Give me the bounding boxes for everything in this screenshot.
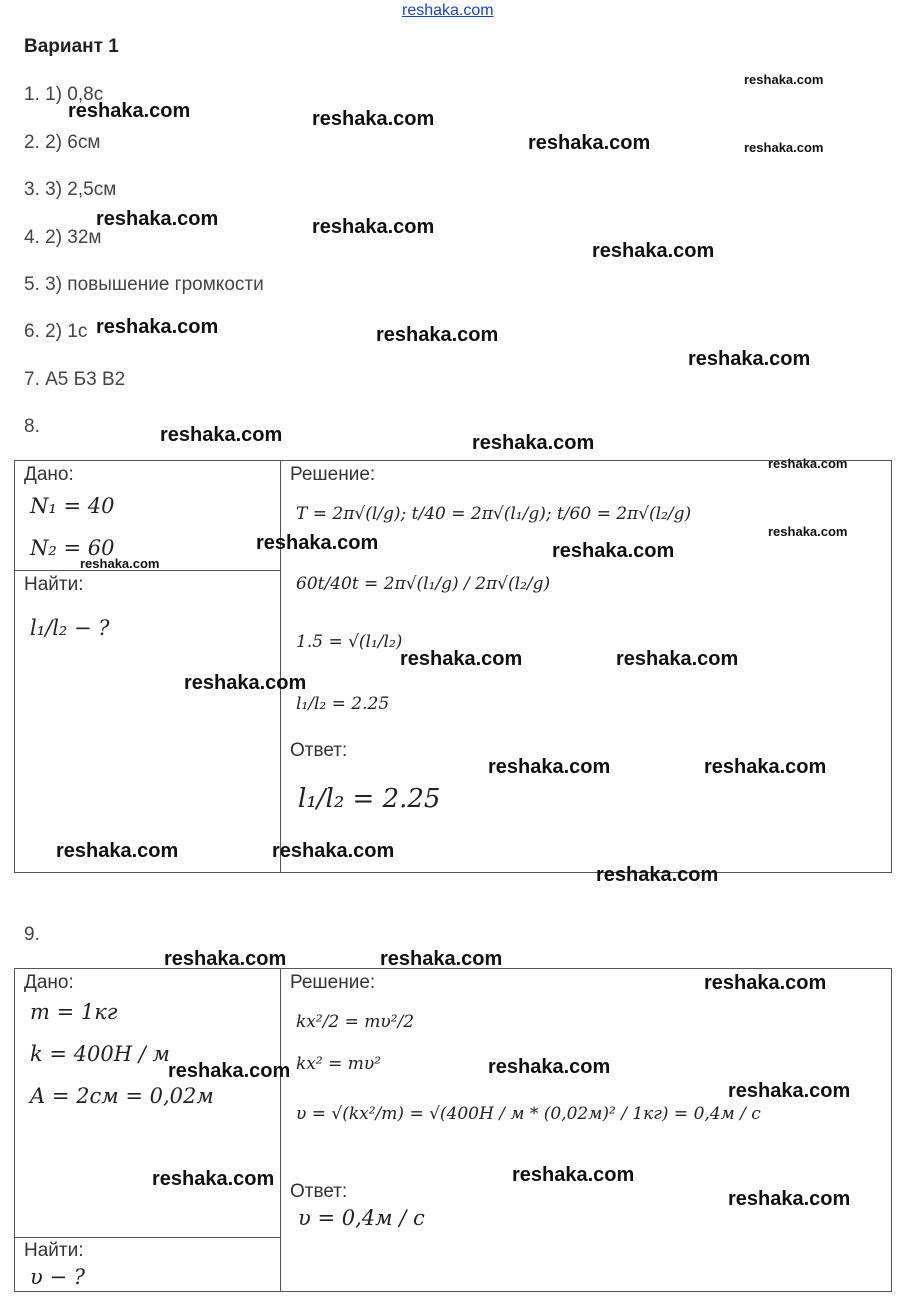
- answer-item: 6. 2) 1с: [24, 321, 88, 342]
- watermark: reshaka.com: [160, 424, 283, 446]
- task9-table: [14, 968, 892, 1292]
- task9-given-label: Дано:: [24, 972, 74, 993]
- watermark: reshaka.com: [596, 864, 719, 886]
- task8-solution-label: Решение:: [290, 464, 376, 485]
- task9-number: 9.: [24, 924, 40, 945]
- answer-item: 2. 2) 6см: [24, 132, 101, 153]
- watermark: reshaka.com: [400, 648, 523, 670]
- watermark: reshaka.com: [376, 324, 499, 346]
- watermark: reshaka.com: [488, 1056, 611, 1078]
- answer-item: 5. 3) повышение громкости: [24, 274, 264, 295]
- task9-given-k: k = 400Н / м: [30, 1042, 170, 1066]
- watermark: reshaka.com: [168, 1060, 291, 1082]
- watermark: reshaka.com: [96, 316, 219, 338]
- watermark: reshaka.com: [272, 840, 395, 862]
- task9-step3: υ = √(kx²/m) = √(400Н / м * (0,02м)² / 1кг) = 0,4м / с: [296, 1104, 761, 1124]
- answer-item: 1. 1) 0,8с: [24, 84, 104, 105]
- watermark: reshaka.com: [592, 240, 715, 262]
- answer-item: 4. 2) 32м: [24, 227, 102, 248]
- watermark: reshaka.com: [488, 756, 611, 778]
- task8-divider: [280, 460, 281, 872]
- watermark: reshaka.com: [688, 348, 811, 370]
- page-title: Вариант 1: [24, 36, 119, 57]
- task9-divider: [280, 968, 281, 1291]
- task9-find: υ − ?: [30, 1265, 85, 1289]
- watermark: reshaka.com: [256, 532, 379, 554]
- task8-step3: 1.5 = √(l₁/l₂): [296, 632, 403, 652]
- watermark: reshaka.com: [56, 840, 179, 862]
- watermark: reshaka.com: [312, 108, 435, 130]
- watermark: reshaka.com: [68, 100, 191, 122]
- watermark: reshaka.com: [528, 132, 651, 154]
- task8-find-label: Найти:: [24, 574, 84, 595]
- answer-item: 3. 3) 2,5см: [24, 179, 117, 200]
- watermark: reshaka.com: [472, 432, 595, 454]
- task8-given-n2: N₂ = 60: [30, 536, 115, 560]
- task9-solution-label: Решение:: [290, 972, 376, 993]
- watermark: reshaka.com: [744, 72, 824, 87]
- task8-step4: l₁/l₂ = 2.25: [296, 694, 390, 714]
- watermark: reshaka.com: [80, 556, 160, 571]
- task9-step1: kx²/2 = mυ²/2: [296, 1012, 415, 1032]
- watermark: reshaka.com: [744, 140, 824, 155]
- watermark: reshaka.com: [704, 972, 827, 994]
- task9-step2: kx² = mυ²: [296, 1054, 382, 1074]
- task8-answer: l₁/l₂ = 2.25: [298, 784, 441, 814]
- task8-answer-label: Ответ:: [290, 740, 348, 761]
- task9-answer-label: Ответ:: [290, 1181, 348, 1202]
- task9-find-label: Найти:: [24, 1240, 84, 1261]
- watermark: reshaka.com: [312, 216, 435, 238]
- watermark: reshaka.com: [152, 1168, 275, 1190]
- task8-given-label: Дано:: [24, 464, 74, 485]
- watermark: reshaka.com: [728, 1188, 851, 1210]
- task8-given-n1: N₁ = 40: [30, 494, 115, 518]
- watermark: reshaka.com: [380, 948, 503, 970]
- watermark: reshaka.com: [768, 524, 848, 539]
- watermark: reshaka.com: [164, 948, 287, 970]
- task8-number: 8.: [24, 416, 40, 437]
- watermark: reshaka.com: [96, 208, 219, 230]
- site-link[interactable]: reshaka.com: [402, 2, 494, 19]
- watermark: reshaka.com: [512, 1164, 635, 1186]
- watermark: reshaka.com: [184, 672, 307, 694]
- task8-find: l₁/l₂ − ?: [30, 616, 110, 640]
- task8-step1: T = 2π√(l/g); t/40 = 2π√(l₁/g); t/60 = 2π√(l₂/g): [296, 504, 692, 524]
- watermark: reshaka.com: [728, 1080, 851, 1102]
- task9-answer: υ = 0,4м / с: [298, 1206, 425, 1230]
- answer-item: 7. А5 Б3 В2: [24, 369, 126, 390]
- watermark: reshaka.com: [704, 756, 827, 778]
- watermark: reshaka.com: [616, 648, 739, 670]
- task9-given-a: A = 2см = 0,02м: [30, 1084, 214, 1108]
- watermark: reshaka.com: [552, 540, 675, 562]
- watermark: reshaka.com: [768, 456, 848, 471]
- task9-given-m: m = 1кг: [30, 1000, 118, 1024]
- task8-step2: 60t/40t = 2π√(l₁/g) / 2π√(l₂/g): [296, 574, 551, 594]
- task9-given-divider: [14, 1237, 281, 1238]
